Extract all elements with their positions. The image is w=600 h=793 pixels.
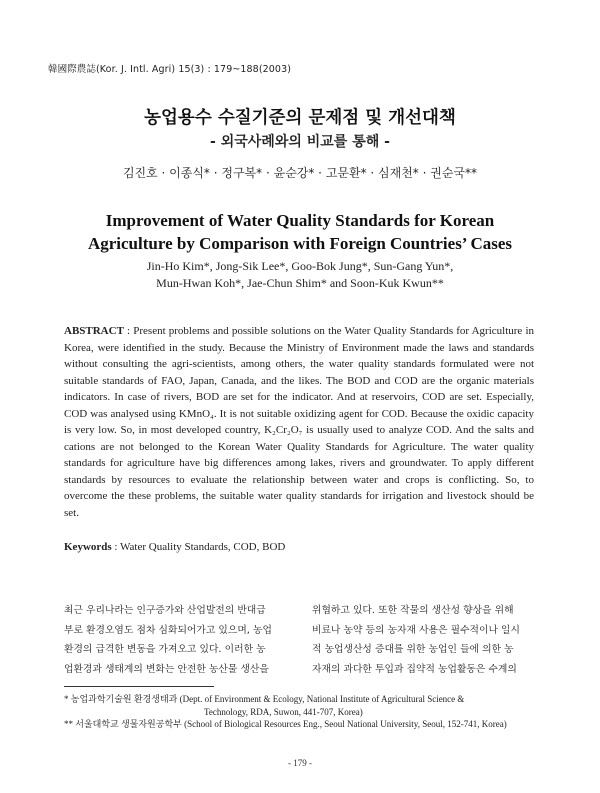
keywords-label: Keywords [64,541,112,553]
footnote-1-line-2: Technology, RDA, Suwon, 441-707, Korea) [204,706,363,717]
journal-header: 韓國際農誌(Kor. J. Intl. Agri) 15(3) : 179~188(2003) [48,64,292,75]
body-right-line-3: 적 농업생산성 증대를 위한 농업인 들에 의한 농 [312,644,514,655]
english-authors-line-1: Jin-Ho Kim*, Jong-Sik Lee*, Goo-Bok Jung*, Sun-Gang Yun*, [146,259,454,273]
footnotes [64,693,544,731]
body-right-line-2: 비료나 농약 등의 농자재 사용은 필수적이나 일시 [312,624,520,636]
footnote-1-line-1: * 농업과학기술원 환경생태과 (Dept. of Environment & Ecology, National Institute of Agricultural Science & [64,694,465,704]
keywords [64,541,534,553]
body-column-left [64,601,286,679]
english-authors-line-2: Mun-Hwan Koh*, Jae-Chun Shim* and Soon-Kuk Kwun** [156,275,444,290]
body-right-line-4: 자재의 과다한 투입과 집약적 농업활동은 수계의 [312,663,517,675]
keywords-separator: : [111,541,121,553]
korean-title: 농업용수 수질기준의 문제점 및 개선대책 [144,108,456,128]
body-left-line-3: 환경의 급격한 변동을 가져오고 있다. 이러한 농 [64,644,266,655]
body-column-right [312,601,534,679]
korean-authors: 김진호 · 이종식* · 정구복* · 윤순강* · 고문환* · 심재천* · 권순국** [122,166,478,180]
english-title-line-2: Agriculture by Comparison with Foreign Countries’ Cases [87,234,513,253]
footnote-2 [64,718,544,731]
body-left-line-2: 부로 환경오염도 점차 심화되어가고 있으며, 농업 [64,624,272,636]
footnote-2-line-1: ** 서울대학교 생물자원공학부 (School of Biological Resources Eng., Seoul National University, Seoul, 152-741, Korea) [64,719,507,729]
footnote-divider [64,686,214,687]
body-left-line-4: 업환경과 생태계의 변화는 안전한 농산물 생산을 [64,663,269,675]
body-left-line-1: 최근 우리나라는 인구증가와 산업발전의 반대급 [64,605,266,616]
abstract-label: ABSTRACT [64,325,124,337]
english-title [0,209,600,255]
abstract-separator: : [123,325,134,337]
keywords-text: Water Quality Standards, COD, BOD [120,541,286,553]
footnote-1 [64,693,544,718]
korean-subtitle: - 외국사례와의 비교를 통해 - [210,134,390,150]
english-title-line-1: Improvement of Water Quality Standards for Korean [105,211,495,230]
abstract-text: Present problems and possible solutions on the Water Quality Standards for Agriculture in Korea, were identified in the study. Because the Ministry of Environment made the laws and standards without consulting the agri-scientists, among others, the water quality standards formulated were not suitable standards of FAO, Japan, Canada, and the likes. The BOD and COD are the organic materials indicators. In case of rivers, BOD are set for the indicator. And at reservoirs, COD are set. Especially, COD was analysed using KMnO₄. It is not suitable oxidizing agent for COD. Because the oxidic capacity is very low. So, in most developed country, K₂Cr₂O₇ is usually used to analyze COD. And the salts and cations are not belonged to the Korean Water Quality Standards for Agriculture. The water quality standards for agriculture have big differences among lakes, rivers and groundwater. To apply different standards by resources to evaluate the relationship between water and crops is conflicting. So, to overcome the these problems, the suitable water quality standards for irrigation and livestock should be set. [64,325,534,519]
body-right-line-1: 위협하고 있다. 또한 작물의 생산성 향상을 위해 [312,605,514,616]
english-authors [0,258,600,291]
page-number: - 179 - [288,758,312,768]
abstract [64,323,534,521]
